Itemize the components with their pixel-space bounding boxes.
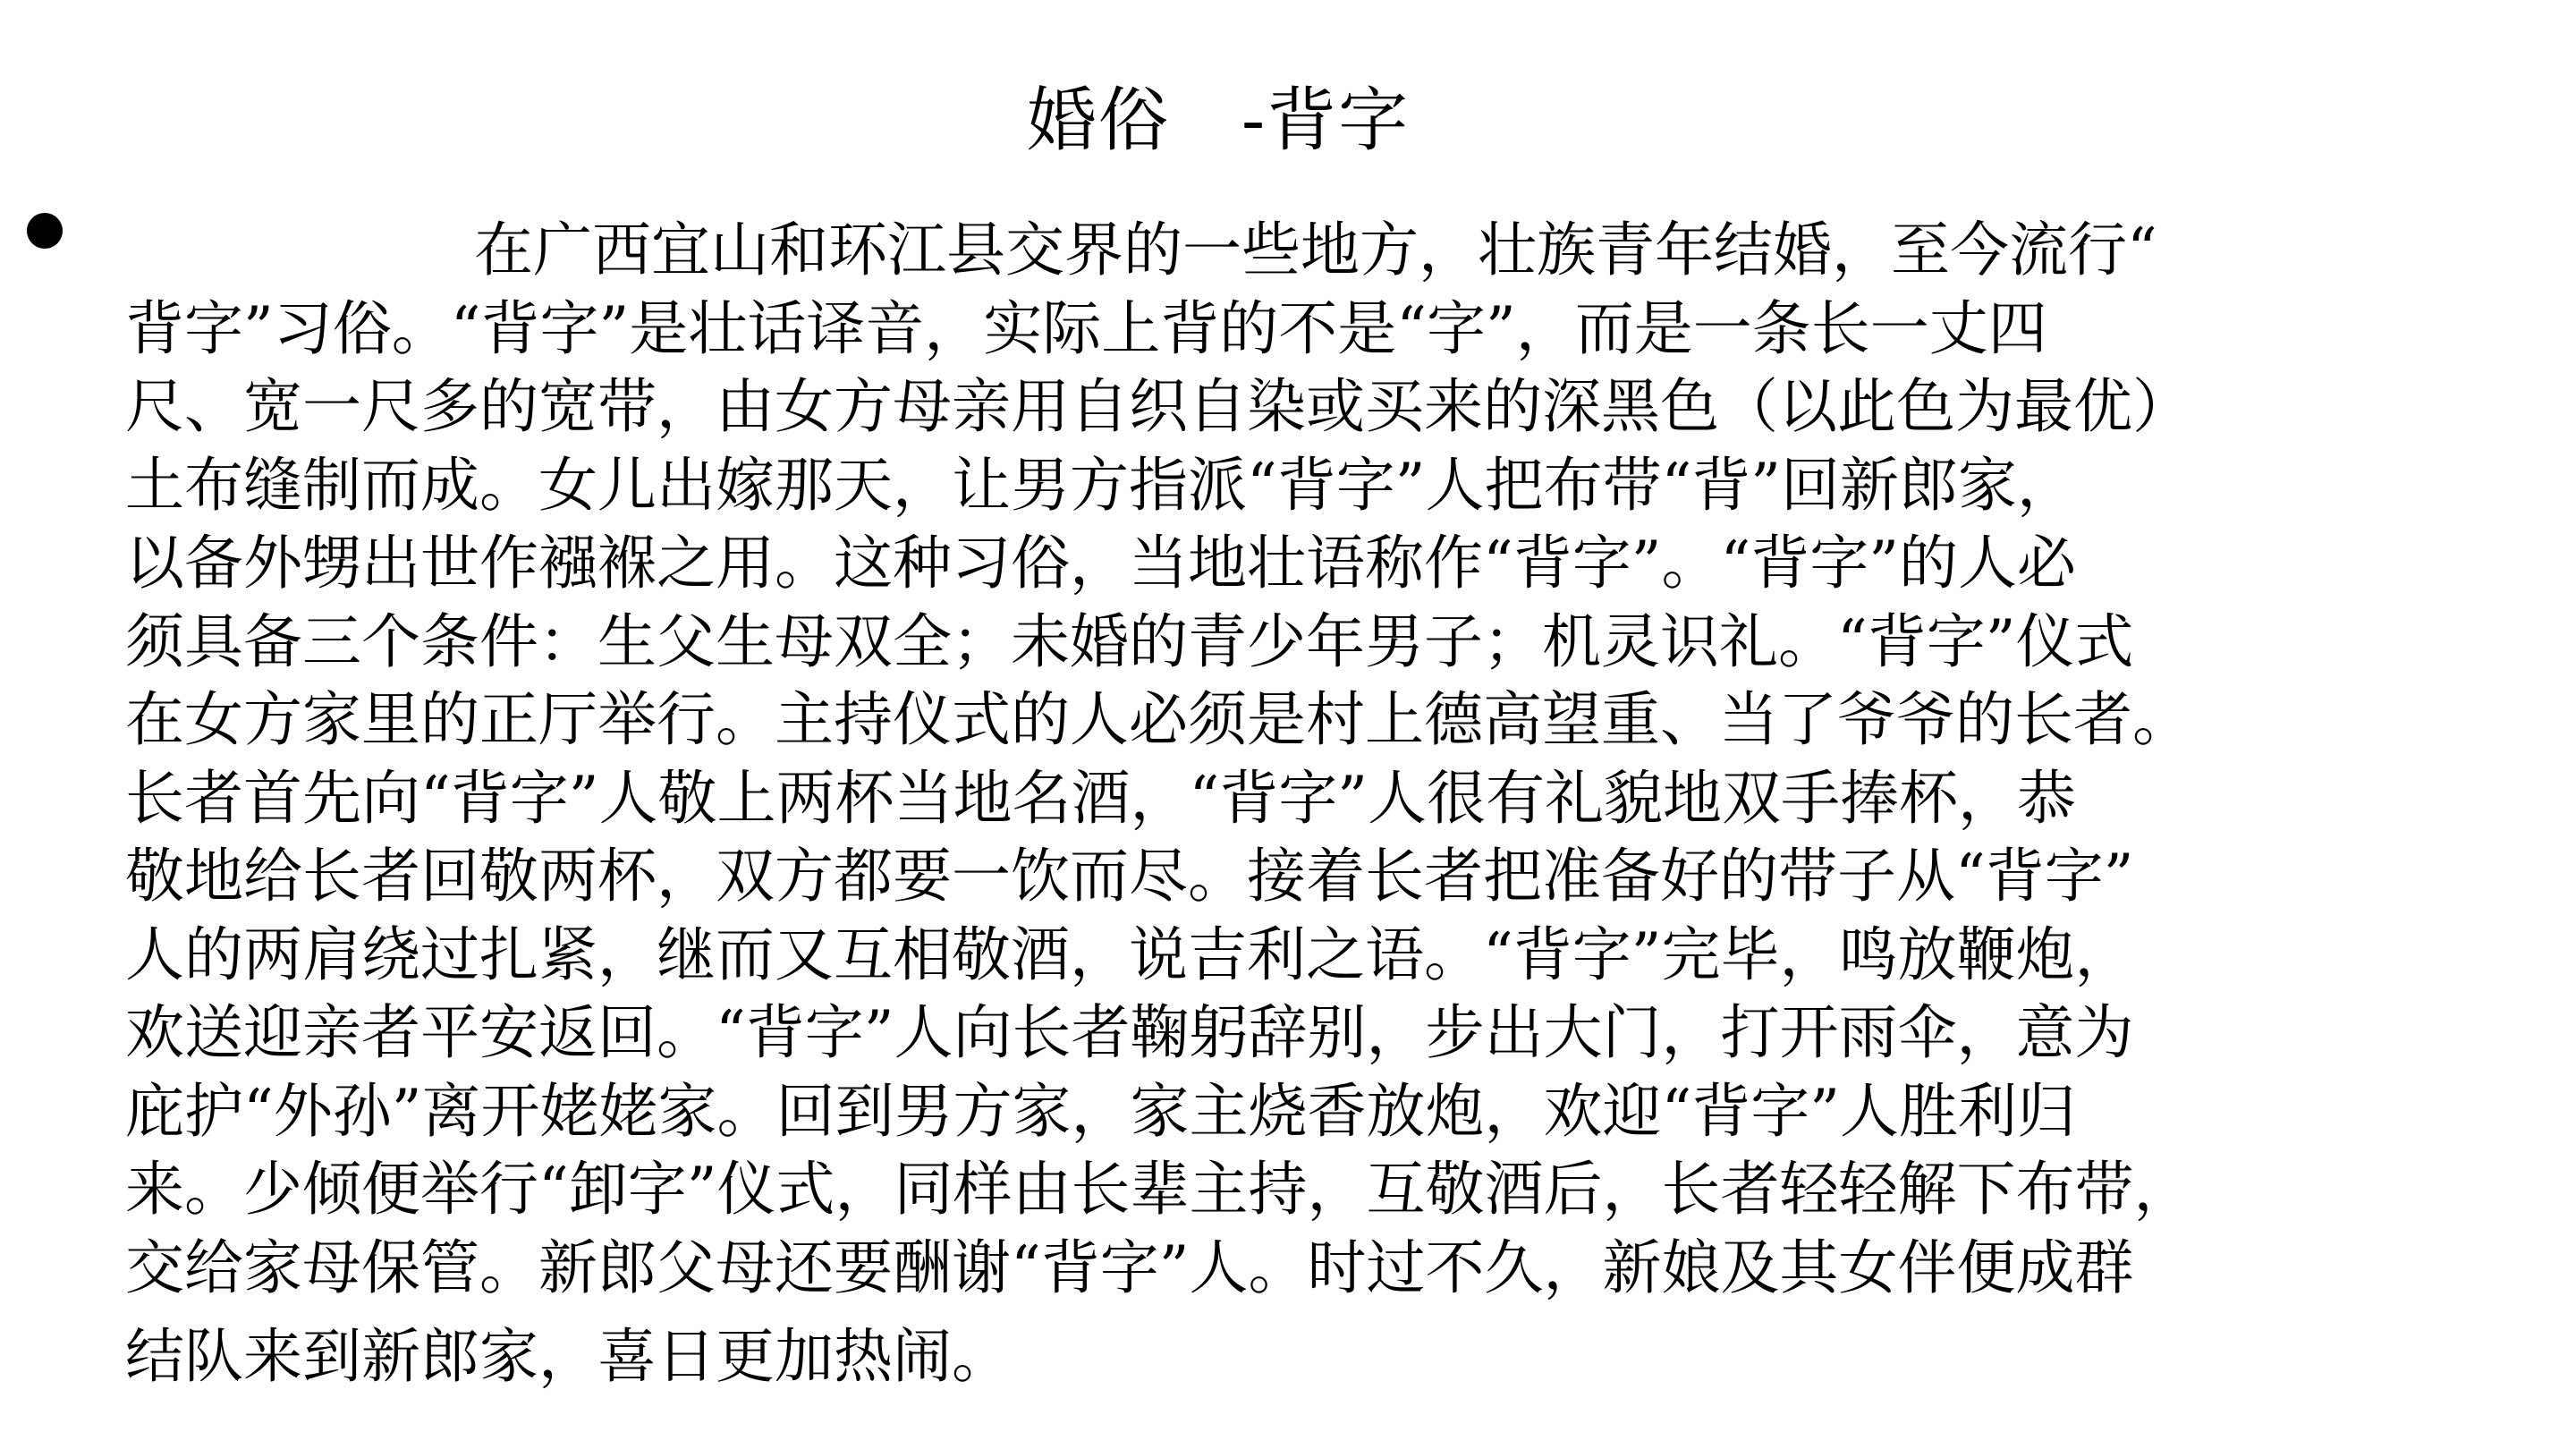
paragraph-line: 背字”习俗。“背字”是壮话译音，实际上背的不是“字”，而是一条长一丈四 xyxy=(125,293,2047,363)
paragraph-line: 交给家母保管。新郎父母还要酬谢“背字”人。时过不久，新娘及其女伴便成群 xyxy=(125,1233,2134,1302)
paragraph-line: 在广西宜山和环江县交界的一些地方，壮族青年结婚，至今流行“ xyxy=(474,216,2157,284)
paragraph-line: 结队来到新郎家，喜日更加热闹。 xyxy=(125,1322,1011,1391)
paragraph-line: 土布缝制而成。女儿出嫁那天，让男方指派“背字”人把布带“背”回新郎家， xyxy=(125,450,2076,520)
paragraph-line: 人的两肩绕过扎紧，继而又互相敬酒，说吉利之语。“背字”完毕，鸣放鞭炮， xyxy=(125,919,2134,989)
bullet-dot-icon xyxy=(27,213,63,249)
paragraph-line: 长者首先向“背字”人敬上两杯当地名酒，“背字”人很有礼貌地双手捧杯，恭 xyxy=(125,763,2076,833)
paragraph-line: 尺、宽一尺多的宽带，由女方母亲用自织自染或买来的深黑色（以此色为最优） xyxy=(125,372,2191,441)
paragraph-line: 须具备三个条件：生父生母双全；未婚的青少年男子；机灵识礼。“背字”仪式 xyxy=(125,606,2134,676)
paragraph-line: 在女方家里的正厅举行。主持仪式的人必须是村上德高望重、当了爷爷的长者。 xyxy=(125,685,2191,754)
paragraph-line: 以备外甥出世作襁褓之用。这种习俗，当地壮语称作“背字”。“背字”的人必 xyxy=(125,529,2076,597)
paragraph-line: 敬地给长者回敬两杯，双方都要一饮而尽。接着长者把准备好的带子从“背字” xyxy=(125,842,2134,911)
paragraph-line: 庇护“外孙”离开姥姥家。回到男方家，家主烧香放炮，欢迎“背字”人胜利归 xyxy=(125,1076,2076,1146)
paragraph-line: 欢送迎亲者平安返回。“背字”人向长者鞠躬辞别，步出大门，打开雨伞，意为 xyxy=(125,998,2134,1067)
slide-title: 婚俗 -背字 xyxy=(1026,80,1411,161)
body-paragraph xyxy=(125,211,2415,1396)
paragraph-line: 来。少倾便举行“卸字”仪式，同样由长辈主持，互敬酒后，长者轻轻解下布带， xyxy=(125,1155,2193,1224)
